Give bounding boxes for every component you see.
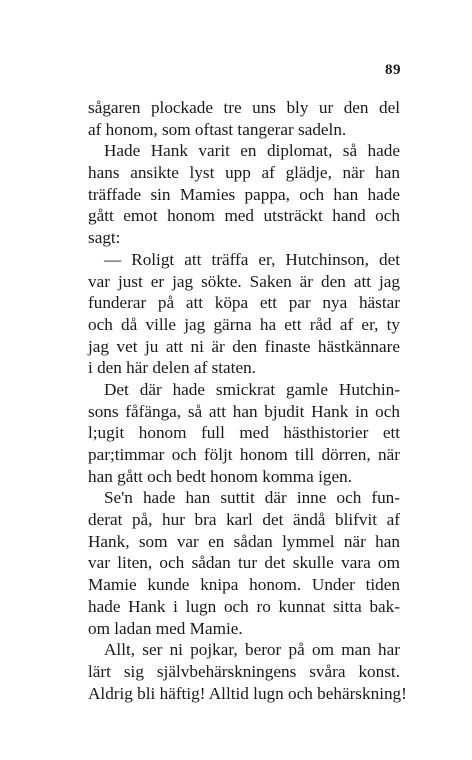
text-line: funderar på att köpa ett par nya hästar — [88, 293, 400, 313]
text-line: Hade Hank varit en diplomat, så hade — [104, 141, 400, 161]
text-line: Aldrig bli häftig! Alltid lugn och behärskning! — [88, 683, 407, 703]
text-line: af honom, som oftast tangerar sadeln. — [88, 119, 347, 139]
text-line: Mamie kunde knipa honom. Under tiden — [88, 575, 400, 595]
page-number: 89 — [385, 62, 401, 78]
text-line: derat på, hur bra karl det ändå blifvit af — [88, 510, 400, 530]
text-line: gått emot honom med utsträckt hand och — [88, 206, 400, 226]
text-line: lärt sig självbehärskningens svåra konst. — [88, 661, 400, 681]
body-text — [88, 97, 407, 704]
text-line: han gått och bedt honom komma igen. — [88, 466, 352, 486]
text-line: sons fåfänga, så att han bjudit Hank in och — [88, 401, 400, 421]
text-line: och då ville jag gärna ha ett råd af er, ty — [88, 314, 400, 334]
text-line: var liten, och sådan tur det skulle vara om — [88, 553, 400, 573]
text-line: hans ansikte lyst upp af glädje, när han — [88, 163, 400, 183]
text-line: hade Hank i lugn och ro kunnat sitta bak- — [88, 596, 400, 616]
text-line: i den här delen af staten. — [88, 358, 256, 378]
text-line: sågaren plockade tre uns bly ur den del — [88, 98, 400, 117]
text-line: jag vet ju att ni är den finaste hästkännare — [88, 336, 400, 356]
text-line: Hank, som var en sådan lymmel när han — [88, 531, 400, 551]
text-line: — Roligt att träffa er, Hutchinson, det — [104, 249, 400, 269]
text-line: träffade sin Mamies pappa, och han hade — [88, 184, 400, 204]
text-line: om ladan med Mamie. — [88, 618, 243, 638]
text-line: par;timmar och följt honom till dörren, när — [88, 445, 400, 464]
text-line: Se'n hade han suttit där inne och fun- — [104, 488, 400, 508]
text-line: sagt: — [88, 228, 121, 248]
text-line: Allt, ser ni pojkar, beror på om man har — [104, 640, 400, 660]
text-line: Det där hade smickrat gamle Hutchin- — [104, 379, 400, 399]
text-line: var just er jag sökte. Saken är den att jag — [88, 271, 400, 291]
text-line: l;ugit honom full med hästhistorier ett — [88, 423, 400, 443]
